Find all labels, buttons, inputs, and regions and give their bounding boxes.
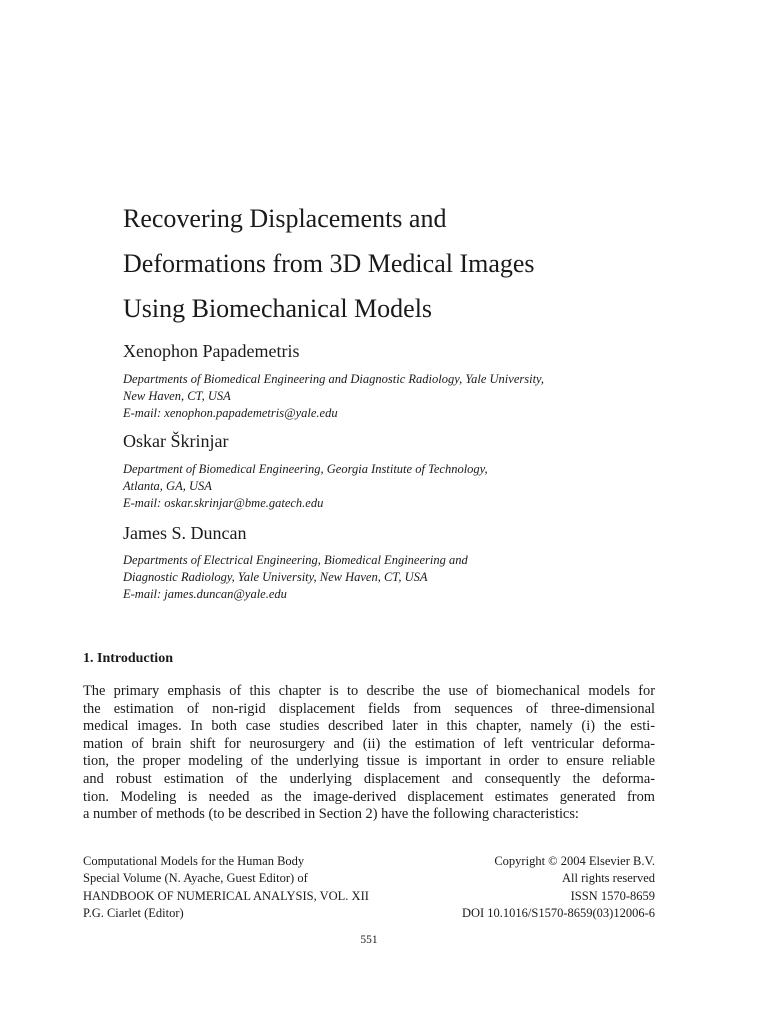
footer-line: Computational Models for the Human Body [83, 854, 305, 868]
author-name: Oskar Škrinjar [123, 431, 229, 451]
paragraph-line: a number of methods (to be described in Section 2) have the following characteristics: [83, 806, 579, 823]
footer-line: Copyright © 2004 Elsevier B.V. [494, 854, 655, 868]
paragraph-line: tion. Modeling is needed as the image-derived displacement estimates generated from [83, 788, 655, 805]
footer-copyright-info [462, 853, 655, 922]
paragraph-line: medical images. In both case studies described later in this chapter, namely (i) the esti- [83, 718, 655, 735]
chapter-title [123, 196, 723, 331]
author-email: E-mail: james.duncan@yale.edu [123, 587, 287, 601]
author-affiliation [123, 461, 488, 512]
title-line: Recovering Displacements and [123, 204, 447, 233]
title-line: Deformations from 3D Medical Images [123, 249, 535, 278]
footer-line: P.G. Ciarlet (Editor) [83, 905, 184, 920]
author-name: Xenophon Papademetris [123, 341, 300, 361]
affiliation-line: Atlanta, GA, USA [123, 479, 212, 493]
page-number: 551 [360, 934, 378, 946]
author-affiliation [123, 552, 468, 603]
affiliation-line: Departments of Electrical Engineering, Biomedical Engineering and [123, 553, 468, 567]
footer-line: All rights reserved [561, 871, 655, 886]
section-heading: 1. Introduction [83, 651, 173, 666]
footer-line: ISSN 1570-8659 [570, 888, 655, 903]
paragraph-line: mation of brain shift for neurosurgery and (ii) the estimation of left ventricular deforma- [83, 735, 655, 752]
affiliation-line: New Haven, CT, USA [123, 389, 231, 403]
paragraph-line: the estimation of non-rigid displacement fields from sequences of three-dimensional [83, 700, 655, 717]
author-affiliation [123, 371, 544, 422]
paragraph-line: The primary emphasis of this chapter is to describe the use of biomechanical models for [83, 683, 655, 699]
introduction-paragraph [83, 683, 655, 824]
author-name: James S. Duncan [123, 523, 247, 543]
paragraph-line: tion, the proper modeling of the underlying tissue is important in order to ensure reliable [83, 753, 655, 770]
paragraph-line: and robust estimation of the underlying displacement and consequently the deforma- [83, 770, 655, 787]
affiliation-line: Diagnostic Radiology, Yale University, New Haven, CT, USA [123, 570, 428, 584]
title-line: Using Biomechanical Models [123, 294, 433, 323]
affiliation-line: Department of Biomedical Engineering, Georgia Institute of Technology, [123, 462, 488, 476]
footer-line: Special Volume (N. Ayache, Guest Editor) of [83, 871, 308, 886]
footer-publication-info [83, 853, 369, 922]
footer-line: DOI 10.1016/S1570-8659(03)12006-6 [461, 905, 655, 920]
affiliation-line: Departments of Biomedical Engineering and Diagnostic Radiology, Yale University, [123, 372, 545, 386]
author-email: E-mail: xenophon.papademetris@yale.edu [123, 406, 338, 420]
footer-line: HANDBOOK OF NUMERICAL ANALYSIS, VOL. XII [83, 888, 369, 903]
author-email: E-mail: oskar.skrinjar@bme.gatech.edu [123, 496, 324, 510]
